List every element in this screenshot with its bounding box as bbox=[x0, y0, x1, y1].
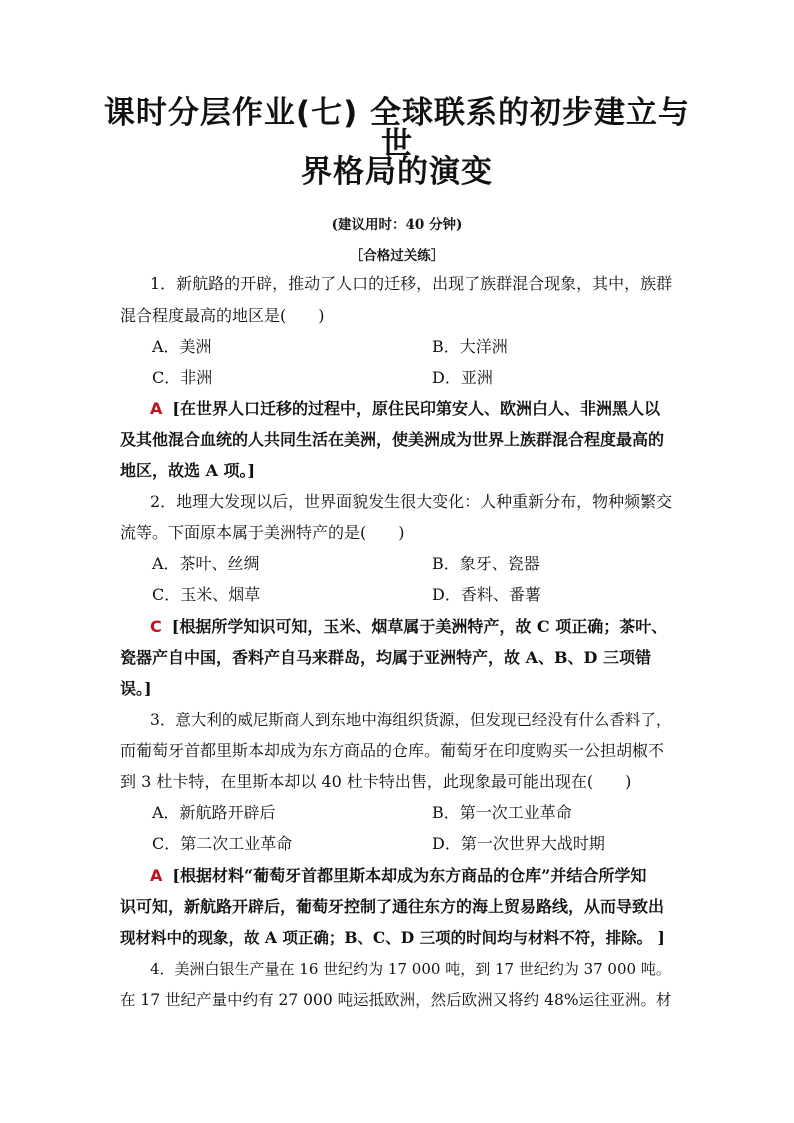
q3-explanation-line-2: 识可知，新航路开辟后，葡萄牙控制了通往东方的海上贸易路线，从而导致出 bbox=[120, 897, 665, 916]
q1-explanation-line-2: 及其他混合血统的人共同生活在美洲，使美洲成为世界上族群混合程度最高的 bbox=[120, 430, 665, 449]
q2-option-b: B．象牙、瓷器 bbox=[432, 554, 540, 573]
q1-stem-line-1: 1．新航路的开辟，推动了人口的迁移，出现了族群混合现象，其中，族群 bbox=[150, 274, 673, 293]
section-heading: ［合格过关练］ bbox=[349, 248, 445, 264]
q1-explanation-text: [在世界人口迁移的过程中，原住民印第安人、欧洲白人、非洲黑人以 bbox=[172, 399, 660, 418]
page-title-line-1: 课时分层作业(七) 全球联系的初步建立与世 bbox=[103, 95, 691, 162]
q2-option-c: C．玉米、烟草 bbox=[152, 585, 261, 604]
q1-stem-line-2: 混合程度最高的地区是( ) bbox=[120, 306, 325, 325]
q1-explanation-line-3: 地区，故选 A 项。] bbox=[120, 461, 256, 480]
suggested-time: (建议用时：40 分钟) bbox=[331, 217, 463, 233]
q2-explanation-text: [根据所学知识可知，玉米、烟草属于美洲特产，故 C 项正确；茶叶、 bbox=[171, 617, 668, 636]
q3-answer-letter: A bbox=[150, 866, 163, 885]
q3-stem-line-1: 3．意大利的威尼斯商人到东地中海组织货源，但发现已经没有什么香料了， bbox=[150, 711, 672, 729]
q1-option-b: B．大洋洲 bbox=[432, 337, 508, 356]
q3-option-c: C．第二次工业革命 bbox=[152, 834, 293, 853]
q2-stem-line-1: 2．地理大发现以后，世界面貌发生很大变化：人种重新分布，物种频繁交 bbox=[150, 492, 673, 511]
q3-explanation-line-1 bbox=[150, 866, 680, 886]
q3-explanation-line-3: 现材料中的现象，故 A 项正确；B、C、D 三项的时间均与材料不符，排除。 ] bbox=[120, 928, 665, 947]
q2-explanation-line-1 bbox=[150, 617, 680, 637]
q3-stem-line-3: 到 3 杜卡特，在里斯本却以 40 杜卡特出售，此现象最可能出现在( ) bbox=[120, 772, 632, 791]
q4-stem-line-2: 在 17 世纪产量中约有 27 000 吨运抵欧洲，然后欧洲又将约 48%运往亚洲。材 bbox=[120, 991, 672, 1009]
q2-explanation-line-3: 误。] bbox=[120, 679, 152, 698]
q3-stem-line-2: 而葡萄牙首都里斯本却成为东方商品的仓库。葡萄牙在印度购买一公担胡椒不 bbox=[120, 741, 665, 760]
q3-explanation-text: [根据材料“葡萄牙首都里斯本却成为东方商品的仓库”并结合所学知 bbox=[172, 866, 647, 885]
q2-option-a: A．茶叶、丝绸 bbox=[152, 554, 260, 573]
q1-option-c: C．非洲 bbox=[152, 368, 213, 387]
page-title-line-2: 界格局的演变 bbox=[301, 154, 493, 190]
q1-option-d: D．亚洲 bbox=[432, 368, 493, 387]
q2-stem-line-2: 流等。下面原本属于美洲特产的是( ) bbox=[120, 523, 405, 542]
q3-option-d: D．第一次世界大战时期 bbox=[432, 834, 605, 853]
q1-option-a: A．美洲 bbox=[152, 337, 212, 356]
q2-option-d: D．香料、番薯 bbox=[432, 585, 541, 604]
q3-option-b: B．第一次工业革命 bbox=[432, 803, 572, 822]
q1-explanation-line-1 bbox=[150, 399, 680, 419]
q3-option-a: A．新航路开辟后 bbox=[152, 803, 276, 822]
q2-answer-letter: C bbox=[150, 617, 162, 636]
q1-answer-letter: A bbox=[150, 399, 163, 418]
q2-explanation-line-2: 瓷器产自中国，香料产自马来群岛，均属于亚洲特产，故 A、B、D 三项错 bbox=[120, 648, 651, 667]
q4-stem-line-1: 4．美洲白银生产量在 16 世纪约为 17 000 吨，到 17 世纪约为 37 000 吨。 bbox=[150, 960, 671, 978]
